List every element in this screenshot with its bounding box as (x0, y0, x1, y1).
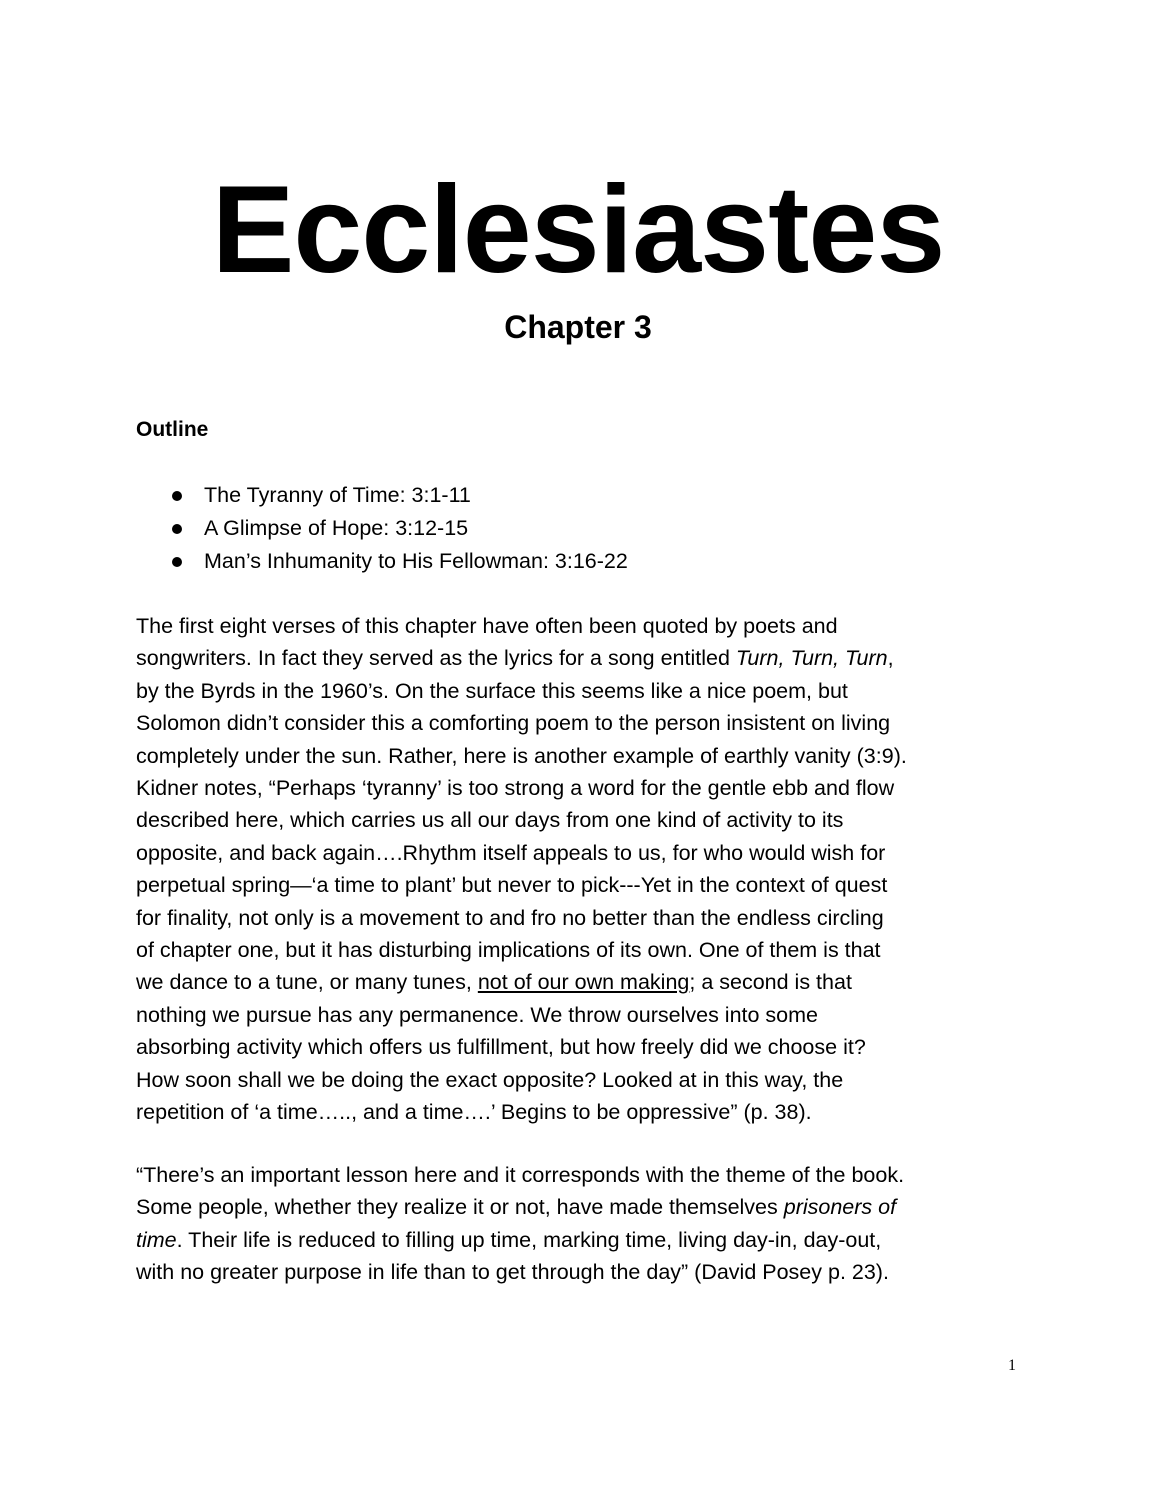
text-run: Some people, whether they realize it or not, have made themselves (136, 1195, 784, 1220)
text-line: absorbing activity which offers us fulfillment, but how freely did we choose it? (136, 1035, 866, 1060)
outline-item (136, 545, 1016, 578)
text-line (136, 1224, 1036, 1256)
text-line: repetition of ‘a time….., and a time….’ Begins to be oppressive” (p. 38). (136, 1100, 812, 1125)
text-run: songwriters. In fact they served as the lyrics for a song entitled (136, 646, 736, 671)
text-line (136, 966, 1036, 998)
page-number: 1 (1008, 1357, 1016, 1374)
text-line: perpetual spring—‘a time to plant’ but never to pick---Yet in the context of quest (136, 873, 888, 898)
text-line: “There’s an important lesson here and it corresponds with the theme of the book. (136, 1163, 905, 1187)
text-line: for finality, not only is a movement to and fro no better than the endless circling (136, 905, 884, 930)
text-line: Kidner notes, “Perhaps ‘tyranny’ is too strong a word for the gentle ebb and flow (136, 776, 895, 801)
outline-item-text: A Glimpse of Hope: 3:12-15 (204, 516, 469, 540)
outline-heading: Outline (136, 418, 209, 441)
text-line (136, 1191, 1036, 1223)
outline-item (136, 512, 1016, 545)
body-paragraph-1 (136, 610, 1036, 1129)
outline-item-text: The Tyranny of Time: 3:1-11 (204, 483, 471, 507)
outline-item-text: Man’s Inhumanity to His Fellowman: 3:16-22 (204, 549, 628, 573)
text-line: The first eight verses of this chapter have often been quoted by poets and (136, 614, 838, 638)
underlined-phrase: not of our own making (477, 970, 690, 995)
text-line: described here, which carries us all our days from one kind of activity to its (136, 808, 844, 833)
text-line: with no greater purpose in life than to get through the day” (David Posey p. 23). (136, 1260, 889, 1285)
text-line: Solomon didn’t consider this a comforting poem to the person insistent on living (136, 711, 891, 736)
italic-phrase: prisoners of (783, 1195, 897, 1220)
text-run: , (887, 646, 894, 671)
text-line: completely under the sun. Rather, here is another example of earthly vanity (3:9). (136, 743, 907, 768)
text-line: nothing we pursue has any permanence. We throw ourselves into some (136, 1002, 819, 1027)
chapter-subtitle: Chapter 3 (504, 309, 652, 345)
outline-list (136, 479, 1016, 578)
page-title: Ecclesiastes (211, 161, 945, 299)
text-run: . Their life is reduced to filling up time, marking time, living day-in, day-out, (176, 1227, 882, 1252)
text-line: by the Byrds in the 1960’s. On the surface this seems like a nice poem, but (136, 678, 848, 703)
text-run: ; a second is that (689, 970, 852, 995)
text-line (136, 642, 1036, 674)
bullet-icon (172, 491, 182, 501)
bullet-icon (172, 524, 182, 534)
italic-phrase: time (136, 1227, 177, 1252)
text-line: opposite, and back again….Rhythm itself appeals to us, for who would wish for (136, 840, 886, 865)
text-line: How soon shall we be doing the exact opposite? Looked at in this way, the (136, 1067, 844, 1092)
text-line: of chapter one, but it has disturbing implications of its own. One of them is that (136, 938, 881, 963)
song-title-italic: Turn, Turn, Turn (735, 646, 888, 671)
outline-item (136, 479, 1016, 512)
bullet-icon (172, 557, 182, 567)
text-run: we dance to a tune, or many tunes, (136, 970, 478, 995)
body-paragraph-2 (136, 1159, 1036, 1289)
